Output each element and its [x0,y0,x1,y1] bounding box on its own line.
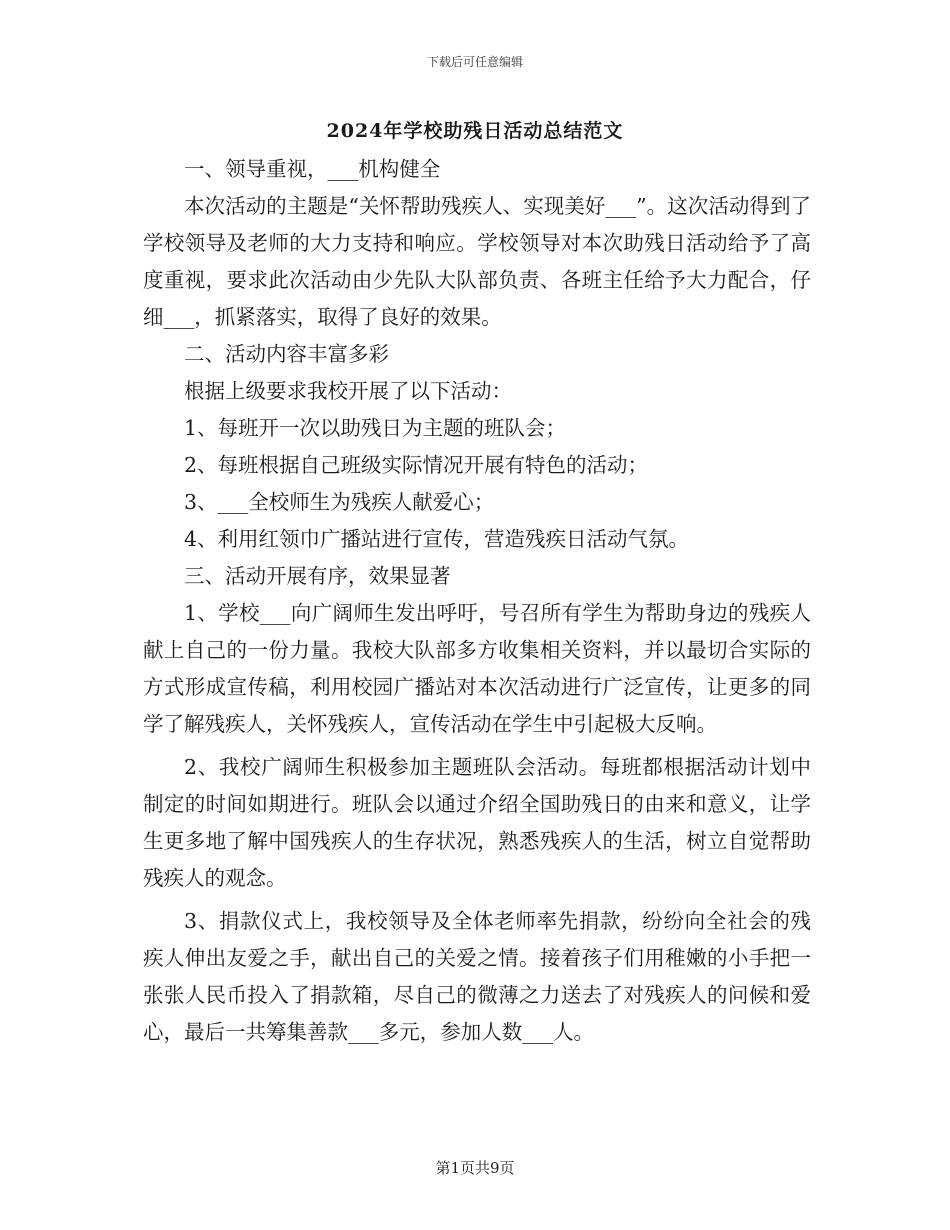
page-number: 第1页共9页 [435,1159,515,1177]
section-heading-1: 一、领导重视，___机构健全 [184,157,441,181]
paragraph-result-2: 2、我校广阔师生积极参加主题班队会活动。每班都根据活动计划中制定的时间如期进行。班队会以通过介绍全国助残日的由来和意义，让学生更多地了解中国残疾人的生存状况，熟悉残疾人的生活，树立自觉帮助残疾人的观念。 [143,755,811,890]
list-item-activity-1: 1、每班开一次以助残日为主题的班队会； [184,416,567,440]
paragraph-result-1: 1、学校___向广阔师生发出呼吁，号召所有学生为帮助身边的残疾人献上自己的一份力量。我校大队部多方收集相关资料，并以最切合实际的方式形成宣传稿，利用校园广播站对本次活动进行广泛宣传，让更多的同学了解残疾人，关怀残疾人，宣传活动在学生中引起极大反响。 [143,601,811,736]
section-heading-3: 三、活动开展有序，效果显著 [184,564,451,588]
page-header-note: 下载后可任意编辑 [426,55,523,69]
document-title: 2024年学校助残日活动总结范文 [326,120,624,142]
document-body [143,151,811,1051]
paragraph-result-3: 3、捐款仪式上，我校领导及全体老师率先捐款，纷纷向全社会的残疾人伸出友爱之手，献出自己的关爱之情。接着孩子们用稚嫩的小手把一张张人民币投入了捐款箱，尽自己的微薄之力送去了对残疾人的问候和爱心，最后一共筹集善款___多元，参加人数___人。 [143,909,811,1044]
list-item-activity-4: 4、利用红领巾广播站进行宣传，营造残疾日活动气氛。 [184,527,690,551]
paragraph-intro-activities: 根据上级要求我校开展了以下活动： [184,379,512,403]
list-item-activity-2: 2、每班根据自己班级实际情况开展有特色的活动； [184,453,649,477]
paragraph-theme: 本次活动的主题是“关怀帮助残疾人、实现美好___”。这次活动得到了学校领导及老师的大力支持和响应。学校领导对本次助残日活动给予了高度重视，要求此次活动由少先队大队部负责、各班主任给予大力配合，仔细___，抓紧落实，取得了良好的效果。 [143,194,811,329]
section-heading-2: 二、活动内容丰富多彩 [184,342,389,366]
list-item-activity-3: 3、___全校师生为残疾人献爱心； [184,490,495,514]
